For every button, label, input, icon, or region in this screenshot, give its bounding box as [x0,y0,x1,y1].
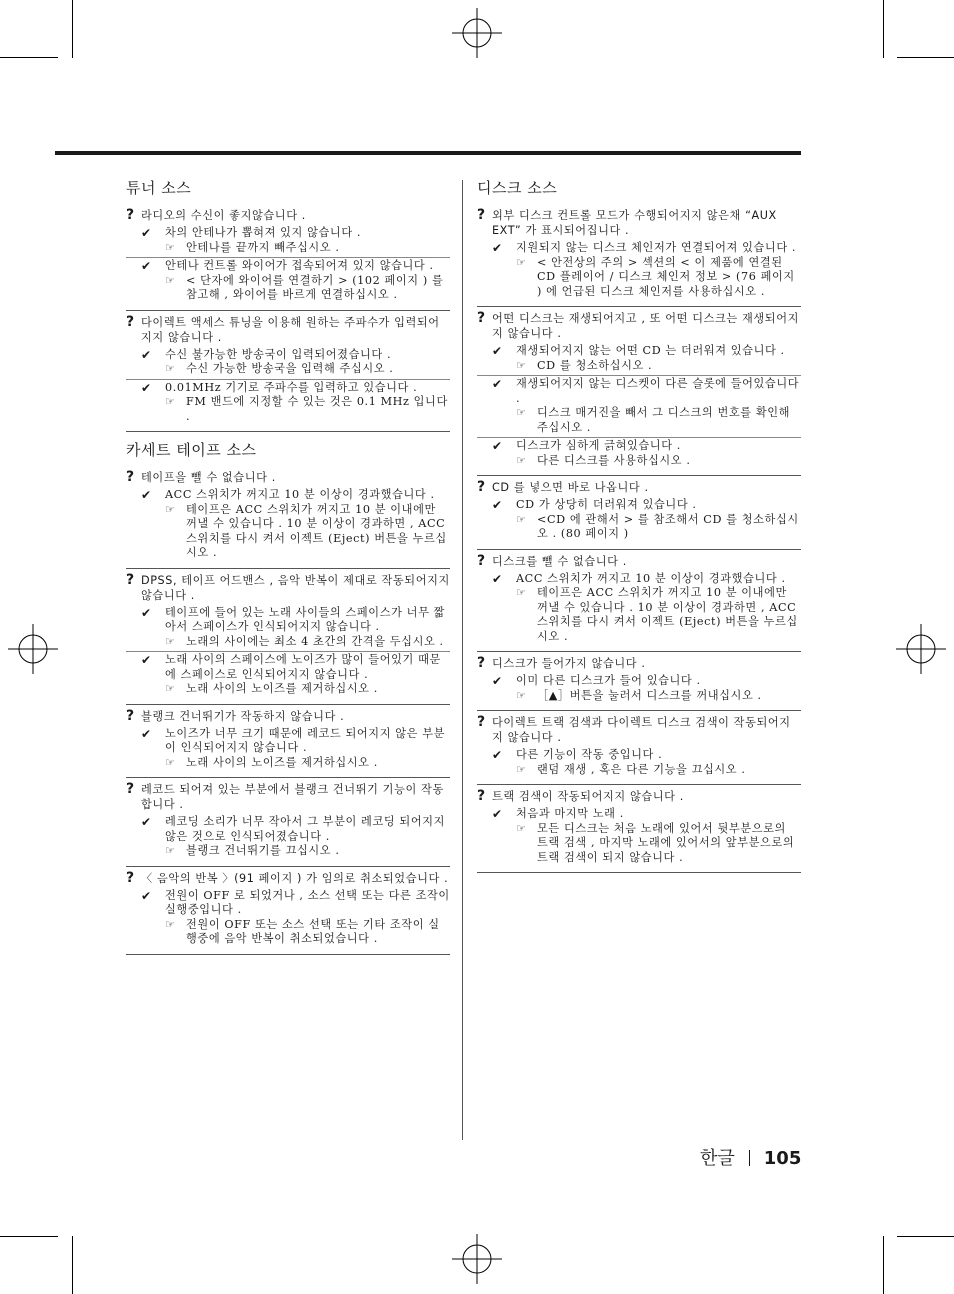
answer-group [126,726,450,771]
question-mark-icon: ? [126,707,135,724]
cause-row [126,727,450,756]
answer-group [126,888,450,947]
pointing-hand-icon: ☞ [516,358,526,372]
check-icon: ✔ [492,439,503,453]
problem-block [126,466,450,569]
remedy-row [477,763,801,778]
pointing-hand-icon: ☞ [165,240,175,254]
remedy-row [477,689,801,704]
problem-question [126,315,450,345]
pointing-hand-icon: ☞ [516,406,526,419]
cause-text: 노이즈가 너무 크기 때문에 레코드 되어지지 않은 부분이 인식되어지지 않습니다 . [165,726,446,754]
remedy-text: 랜덤 재생 , 혹은 다른 기능을 끄십시오 . [537,762,746,776]
cause-row [126,889,450,918]
problem-block [477,204,801,307]
remedy-text: 모든 디스크는 처음 노래에 있어서 뒷부분으로의 트랙 검색 , 마지막 노래에 있어서의 앞부분으로의 트랙 검색이 되지 않습니다 . [537,821,795,864]
remedy-row [126,362,450,377]
cause-row [126,653,450,682]
remedy-row [126,918,450,947]
remedy-row [477,256,801,300]
remedy-text: 노래 사이의 노이즈를 제거하십시오 . [186,682,378,695]
pointing-hand-icon: ☞ [516,688,526,702]
page-number: 105 [763,1148,802,1169]
question-mark-icon: ? [477,788,486,804]
registration-mark-top [452,8,502,58]
check-icon: ✔ [492,571,503,586]
pointing-hand-icon: ☞ [165,682,175,695]
problem-block [126,867,450,955]
cause-text: 전원이 OFF 로 되었거나 , 소스 선택 또는 다른 조작이 실행중입니다 . [165,888,450,916]
check-icon: ✔ [492,748,503,762]
pointing-hand-icon: ☞ [516,586,526,599]
remedy-row [126,241,450,256]
problem-question [477,656,801,671]
check-icon: ✔ [492,344,503,358]
question-mark-icon: ? [126,571,135,588]
answer-group [477,673,801,703]
answer-group [126,651,450,697]
answer-group [126,225,450,255]
problem-block [477,652,801,711]
answer-group [126,379,450,425]
question-mark-icon: ? [126,781,135,797]
header-rule [55,151,801,155]
pointing-hand-icon: ☞ [165,755,175,769]
cause-text: 테이프에 들어 있는 노래 사이들의 스페이스가 너무 짧아서 스페이스가 인식되어지지 않습니다 . [165,605,446,633]
remedy-row [126,274,450,303]
pointing-hand-icon: ☞ [516,255,526,269]
cause-text: 0.01MHz 기기로 주파수를 입력하고 있습니다 . [165,380,418,394]
check-icon: ✔ [492,241,503,255]
check-icon: ✔ [141,488,152,502]
cause-row [477,674,801,689]
cause-row [126,381,450,396]
question-mark-icon: ? [126,313,135,330]
remedy-row [126,844,450,859]
question-text: 어떤 디스크는 재생되어지고 , 또 어떤 디스크는 재생되어지지 않습니다 . [492,312,800,340]
check-icon: ✔ [141,259,152,273]
cause-row [126,488,450,503]
cause-text: 노래 사이의 스페이스에 노이즈가 많이 들어있기 때문에 스페이스로 인식되어지지 않습니다 . [165,653,441,681]
cause-row [126,815,450,844]
cause-text: ACC 스위치가 꺼지고 10 분 이상이 경과했습니다 . [165,488,435,501]
remedy-text: < 안전상의 주의 > 섹션의 < 이 제품에 연결된 CD 플레이어 / 디스크 체인저 정보 > (76 페이지 ) 에 언급된 디스크 체인저를 사용하십시오 . [537,255,795,298]
pointing-hand-icon: ☞ [516,453,526,467]
remedy-row [477,586,801,644]
pointing-hand-icon: ☞ [165,917,175,931]
cause-text: 재생되어지지 않는 디스켓이 다른 슬롯에 들어있습니다 . [516,377,800,405]
check-icon: ✔ [141,653,152,667]
cause-text: 다른 기능이 작동 중입니다 . [516,748,663,761]
check-icon: ✔ [492,498,503,512]
problem-question [477,480,801,495]
remedy-text: 다른 디스크를 사용하십시오 . [537,453,691,467]
cause-row [126,606,450,635]
registration-mark-right [896,624,946,674]
answer-group [477,806,801,865]
question-mark-icon: ? [126,869,135,886]
cause-text: 레코딩 소리가 너무 작아서 그 부분이 레코딩 되어지지 않은 것으로 인식되어졌습니다 . [165,815,446,843]
answer-group [126,605,450,650]
cause-text: 재생되어지지 않는 어떤 CD 는 더러워져 있습니다 . [516,344,785,357]
pointing-hand-icon: ☞ [516,512,526,526]
question-mark-icon: ? [477,310,486,326]
remedy-row [126,682,450,697]
registration-mark-left [8,624,58,674]
problem-block [126,311,450,433]
cause-text: 이미 다른 디스크가 들어 있습니다 . [516,674,701,687]
remedy-text: < 단자에 와이어를 연결하기 > (102 페이지 ) 를 참고해 , 와이어를 바르게 연결하십시오 . [186,273,444,301]
registration-mark-bottom [452,1234,502,1284]
problem-block [126,204,450,311]
remedy-row [477,359,801,374]
remedy-row [477,513,801,542]
problem-question [477,311,801,341]
cause-text: 안테나 컨트롤 와이어가 접속되어져 있지 않습니다 . [165,259,434,272]
remedy-row [126,635,450,650]
answer-group [126,487,450,561]
cause-text: 처음과 마지막 노래 . [516,807,624,820]
question-mark-icon: ? [126,207,135,223]
remedy-row [126,503,450,561]
section-title: 카세트 테이프 소스 [126,441,257,459]
cause-row [477,748,801,763]
answer-group [126,257,450,303]
cause-row [477,241,801,256]
remedy-text: 수신 가능한 방송국을 입력해 주십시오 . [186,362,394,375]
remedy-text: 디스크 매거진을 빼서 그 디스크의 번호를 확인해주십시오 . [537,406,791,434]
remedy-row [126,395,450,424]
cause-row [126,226,450,241]
check-icon: ✔ [492,807,503,821]
problem-question [126,782,450,812]
answer-group [477,497,801,542]
remedy-text: 전원이 OFF 또는 소스 선택 또는 기타 조작이 실행중에 음악 반복이 취소되었습니다 . [186,917,440,945]
check-icon: ✔ [141,605,152,620]
section-title: 튜너 소스 [126,179,192,197]
problem-block [477,711,801,785]
problem-question [126,709,450,724]
problem-question [126,470,450,485]
remedy-row [477,822,801,866]
cause-row [126,348,450,363]
remedy-row [477,454,801,469]
cause-row [126,259,450,274]
answer-group [477,343,801,373]
remedy-row [477,406,801,435]
problem-question [477,715,801,745]
answer-group [126,814,450,859]
remedy-text: <CD 에 관해서 > 를 참조해서 CD 를 청소하십시오 . (80 페이지 ) [537,512,799,540]
question-text: 블랭크 건너뛰기가 작동하지 않습니다 . [141,709,345,723]
problem-question [477,208,801,238]
remedy-text: 테이프은 ACC 스위치가 꺼지고 10 분 이내에만 꺼낼 수 있습니다 . 10 분 이상이 경과하면 , ACC 스위치를 다시 켜서 이젝트 (Eject) 버튼을 누르십시오 . [186,502,447,559]
cause-text: 지원되지 않는 디스크 체인저가 연결되어져 있습니다 . [516,241,797,254]
page-footer [700,1144,801,1170]
footer-separator [749,1150,750,1166]
cause-text: 차의 안테나가 뽑혀져 있지 않습니다 . [165,226,362,239]
check-icon: ✔ [141,815,152,829]
pointing-hand-icon: ☞ [165,502,175,516]
problem-block [126,705,450,779]
remedy-text: 테이프은 ACC 스위치가 꺼지고 10 분 이내에만 꺼낼 수 있습니다 . 10 분 이상이 경과하면 , ACC 스위치를 다시 켜서 이젝트 (Eject) 버튼을 누르십시오 . [537,586,798,643]
question-text: 다이렉트 액세스 튜닝을 이용해 원하는 주파수가 입력되어지지 않습니다 . [141,315,440,344]
cause-text: 수신 불가능한 방송국이 입력되어졌습니다 . [165,347,392,361]
check-icon: ✔ [141,347,152,362]
pointing-hand-icon: ☞ [165,634,175,648]
question-text: 디스크가 들어가지 않습니다 . [492,657,646,670]
cause-row [477,344,801,359]
answer-group [477,240,801,299]
check-icon: ✔ [141,380,152,395]
pointing-hand-icon: ☞ [165,273,175,287]
cause-text: CD 가 상당히 더러워져 있습니다 . [516,498,697,511]
problem-question [126,871,450,886]
question-mark-icon: ? [126,469,135,485]
question-text: 다이렉트 트랙 검색과 다이렉트 디스크 검색이 작동되어지지 않습니다 . [492,716,791,744]
check-icon: ✔ [141,226,152,240]
remedy-text: 노래 사이의 노이즈를 제거하십시오 . [186,755,378,769]
question-text: 〈 음악의 반복 〉(91 페이지 ) 가 임의로 취소되었습니다 . [141,871,449,885]
problem-block [477,550,801,653]
problem-block [477,785,801,873]
check-icon: ✔ [492,377,503,391]
pointing-hand-icon: ☞ [516,762,526,776]
pointing-hand-icon: ☞ [165,395,175,408]
question-text: 레코드 되어져 있는 부분에서 블랭크 건너뛰기 기능이 작동합니다 . [141,783,444,811]
answer-group [477,747,801,777]
pointing-hand-icon: ☞ [165,844,175,857]
footer-language: 한글 [700,1148,735,1169]
problem-block [477,476,801,550]
check-icon: ✔ [141,888,152,903]
question-text: CD 를 넣으면 바로 나옵니다 . [492,481,649,494]
question-text: 디스크를 뺄 수 없습니다 . [492,554,627,568]
problem-block [477,307,801,476]
pointing-hand-icon: ☞ [165,362,175,375]
question-mark-icon: ? [477,655,486,671]
check-icon: ✔ [492,674,503,688]
question-text: 라디오의 수신이 좋지않습니다 . [141,209,306,222]
cause-row [477,439,801,454]
check-icon: ✔ [141,726,152,741]
problem-question [126,573,450,603]
answer-group [477,571,801,645]
problem-question [126,208,450,223]
remedy-text: 블랭크 건너뛰기를 끄십시오 . [186,844,340,857]
cause-text: ACC 스위치가 꺼지고 10 분 이상이 경과했습니다 . [516,571,786,585]
question-mark-icon: ? [477,479,486,495]
answer-group [477,375,801,435]
question-text: DPSS, 테이프 어드밴스 , 음악 반복이 제대로 작동되어지지 않습니다 . [141,573,450,602]
cause-row [477,807,801,822]
question-text: 외부 디스크 컨트롤 모드가 수행되어지지 않은채 “AUX EXT” 가 표시되어집니다 . [492,209,777,237]
remedy-row [126,756,450,771]
answer-group [477,437,801,468]
question-text: 트랙 검색이 작동되어지지 않습니다 . [492,790,684,803]
pointing-hand-icon: ☞ [516,821,526,835]
section-title: 디스크 소스 [477,179,558,197]
problem-question [477,789,801,804]
question-mark-icon: ? [477,552,486,569]
remedy-text: ［▲］버튼을 눌러서 디스크를 꺼내십시오 . [537,688,762,702]
remedy-text: CD 를 청소하십시오 . [537,358,653,372]
cause-row [477,377,801,406]
remedy-text: FM 밴드에 지정할 수 있는 것은 0.1 MHz 입니다 . [186,395,448,423]
answer-group [126,347,450,377]
remedy-text: 안테나를 끝까지 빼주십시오 . [186,240,340,254]
question-mark-icon: ? [477,714,486,730]
right-column [477,178,801,873]
problem-question [477,554,801,569]
cause-text: 디스크가 심하게 긁혀있습니다 . [516,439,681,452]
problem-block [126,569,450,705]
cause-row [477,498,801,513]
left-column [126,178,450,955]
problem-block [126,778,450,867]
cause-row [477,572,801,587]
question-text: 테이프을 뺄 수 없습니다 . [141,471,276,484]
remedy-text: 노래의 사이에는 최소 4 초간의 간격을 두십시오 . [186,634,444,648]
column-divider [462,180,463,1140]
question-mark-icon: ? [477,207,486,223]
